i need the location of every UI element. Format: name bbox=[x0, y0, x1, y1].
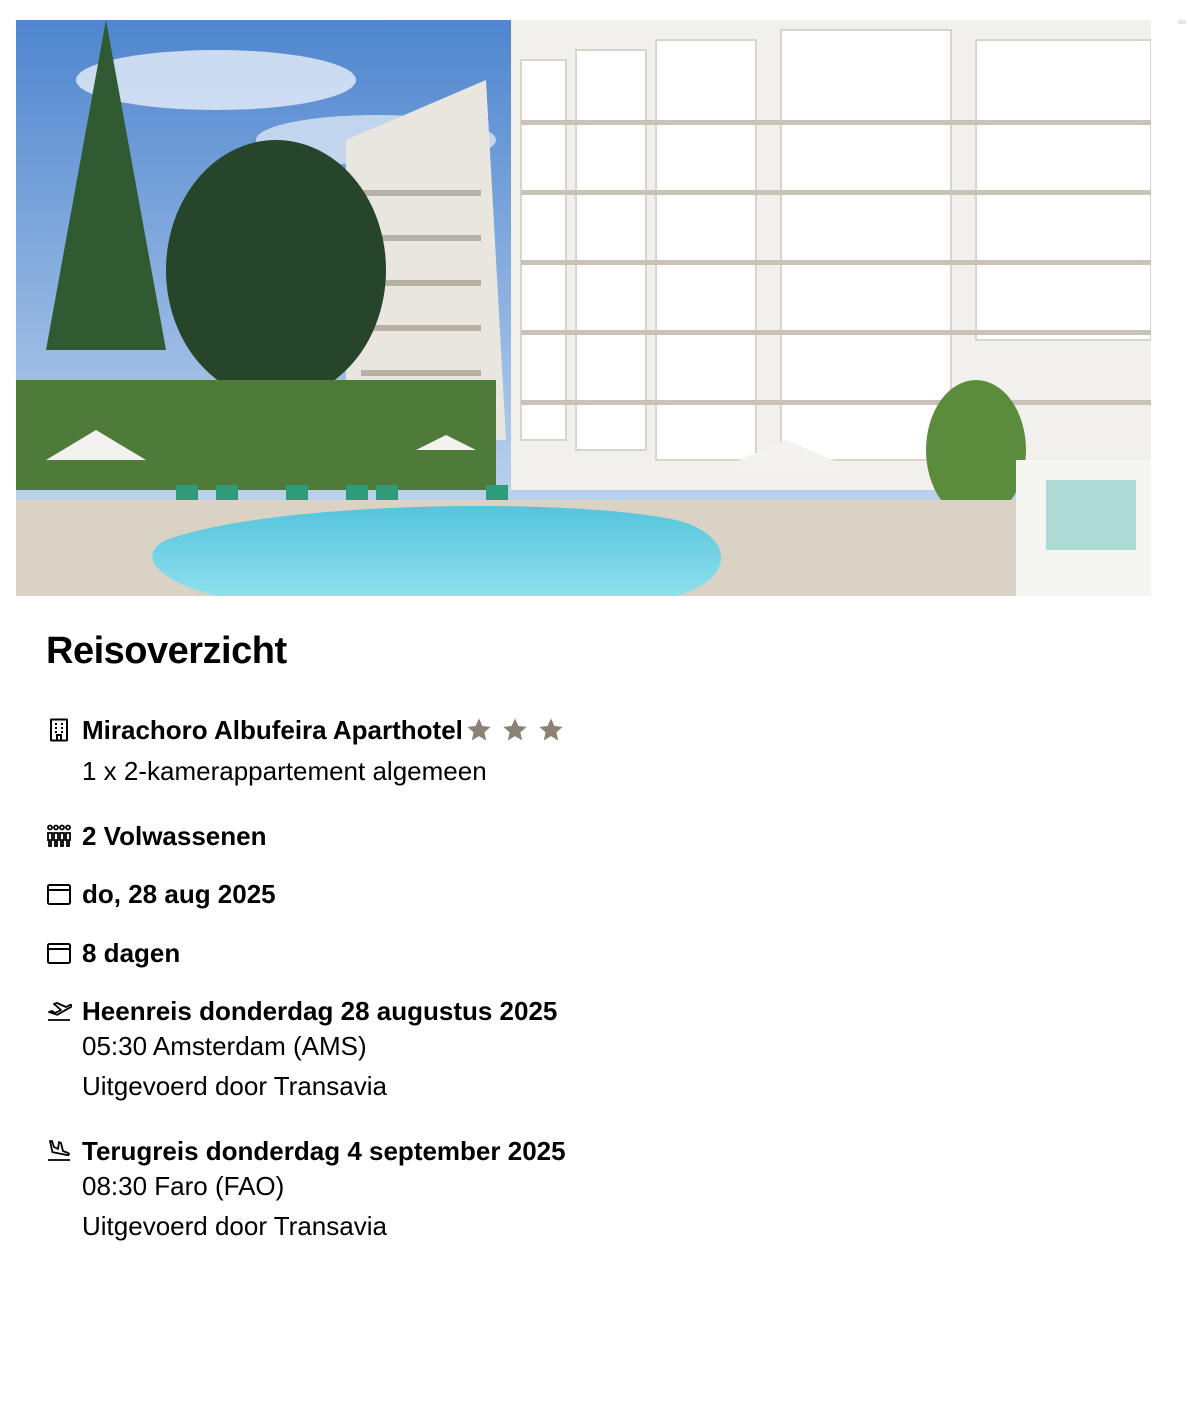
hotel-photo bbox=[16, 20, 1151, 596]
outbound-flight-section bbox=[46, 996, 557, 1106]
travelers-label: 2 Volwassenen bbox=[82, 821, 267, 851]
page-title: Reisoverzicht bbox=[46, 630, 287, 672]
outbound-title: Heenreis donderdag 28 augustus 2025 bbox=[82, 996, 558, 1026]
hotel-section bbox=[46, 715, 565, 791]
outbound-operator: Uitgevoerd door Transavia bbox=[82, 1071, 387, 1101]
return-operator: Uitgevoerd door Transavia bbox=[82, 1211, 387, 1241]
duration-section bbox=[46, 938, 180, 968]
duration-label: 8 dagen bbox=[82, 938, 181, 968]
return-departure: 08:30 Faro (FAO) bbox=[82, 1171, 285, 1201]
hotel-photo-illustration bbox=[16, 20, 1151, 596]
travelers-section bbox=[46, 821, 267, 851]
date-section bbox=[46, 879, 276, 909]
calendar-icon bbox=[46, 881, 72, 907]
hotel-name[interactable]: Mirachoro Albufeira Aparthotel bbox=[82, 715, 463, 745]
outbound-departure: 05:30 Amsterdam (AMS) bbox=[82, 1031, 367, 1061]
return-title: Terugreis donderdag 4 september 2025 bbox=[82, 1136, 566, 1166]
star-icon bbox=[465, 716, 493, 744]
people-icon bbox=[46, 823, 72, 849]
departure-date: do, 28 aug 2025 bbox=[82, 879, 276, 909]
return-flight-section bbox=[46, 1136, 566, 1246]
plane-takeoff-icon bbox=[46, 998, 72, 1024]
building-icon bbox=[46, 717, 72, 743]
star-icon bbox=[501, 716, 529, 744]
room-type: 1 x 2-kamerappartement algemeen bbox=[82, 756, 487, 786]
hotel-rating bbox=[465, 716, 565, 744]
scrollbar-indicator[interactable] bbox=[1178, 20, 1186, 24]
star-icon bbox=[537, 716, 565, 744]
calendar-icon bbox=[46, 940, 72, 966]
plane-landing-icon bbox=[46, 1138, 72, 1164]
